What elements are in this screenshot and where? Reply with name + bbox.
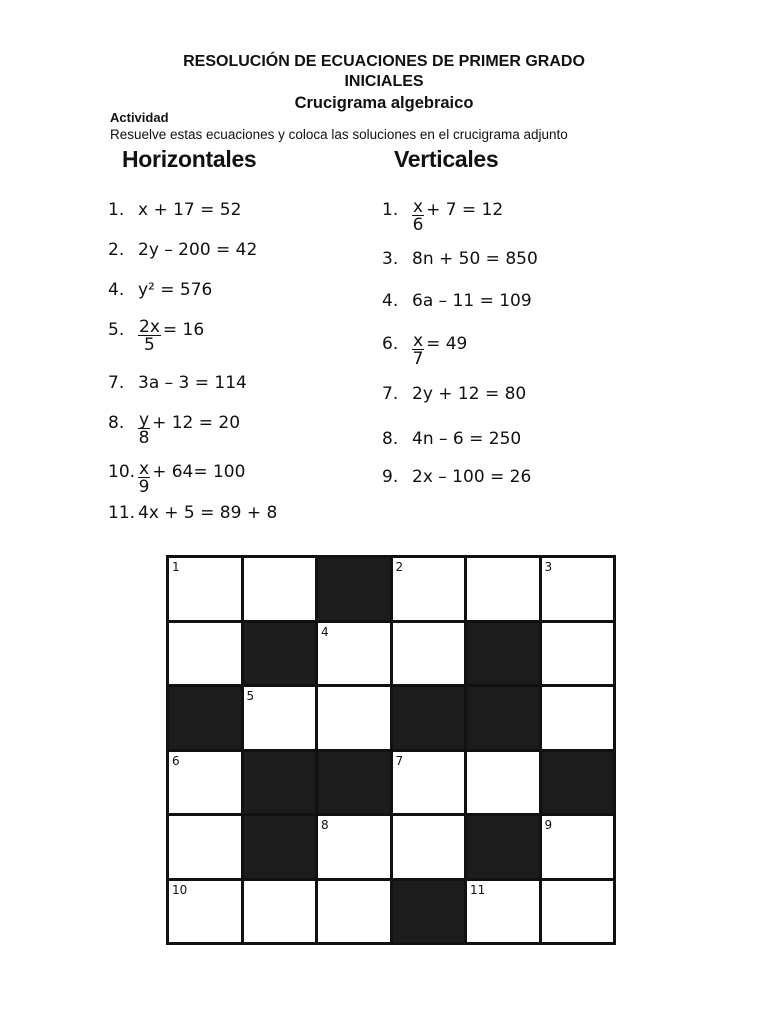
crossword-cell-number: 4: [321, 624, 329, 639]
clue-equation: 4x + 5 = 89 + 8: [138, 503, 278, 523]
clue-equation: 8n + 50 = 850: [412, 249, 538, 269]
horizontal-clue-7: [108, 373, 247, 393]
crossword-cell-number: 6: [172, 753, 180, 768]
clue-number: 2.: [108, 240, 125, 260]
fraction: [412, 197, 424, 235]
crossword-cell-number: 10: [172, 882, 188, 897]
clue-equation: + 12 = 20: [152, 413, 241, 433]
crossword-cell-number: 5: [246, 689, 255, 703]
clue-number: 7.: [108, 373, 125, 393]
clue-number: 8.: [108, 413, 125, 433]
clue-number: 8.: [382, 429, 399, 449]
clue-equation: 3a – 3 = 114: [138, 373, 247, 393]
crossword-cell-number: 2: [395, 560, 404, 574]
crossword-cell-number: 9: [544, 818, 553, 832]
clue-number: 11.: [108, 503, 136, 523]
crossword-black-cell: [169, 687, 241, 749]
crossword-black-cell: [467, 816, 539, 878]
crossword-black-cell: [244, 623, 316, 685]
crossword-cell-number: 1: [172, 560, 180, 574]
fraction-numerator: x: [413, 331, 424, 351]
vertical-clue-7: [382, 384, 526, 404]
clue-number: 3.: [382, 249, 399, 269]
vertical-clue-9: [382, 467, 531, 487]
clue-number: 4.: [108, 280, 125, 300]
horizontal-clue-4: [108, 280, 212, 300]
crossword-black-cell: [318, 558, 390, 620]
vertical-clue-6: [382, 331, 468, 369]
vertical-clue-4: [382, 291, 532, 311]
fraction-numerator: 2x: [139, 317, 160, 337]
horizontal-clue-10: [108, 459, 246, 497]
crossword-cell-number: 7: [395, 753, 404, 768]
clue-equation: + 64= 100: [152, 462, 246, 482]
crossword-cell-number: 11: [470, 882, 486, 897]
fraction-numerator: x: [413, 197, 424, 217]
crossword-black-cell: [467, 687, 539, 749]
crossword-cell[interactable]: [467, 881, 539, 943]
crossword-cell[interactable]: [169, 558, 241, 620]
crossword-cell[interactable]: [393, 558, 465, 620]
crossword-black-cell: [542, 752, 614, 814]
crossword-cell-number: 8: [321, 818, 329, 832]
crossword-cell[interactable]: [169, 623, 241, 685]
document-title-line2: INICIALES: [344, 73, 424, 90]
crossword-cell[interactable]: [169, 881, 241, 943]
document-title: RESOLUCIÓN DE ECUACIONES DE PRIMER GRADO: [183, 53, 585, 70]
horizontales-heading: Horizontales: [122, 146, 257, 172]
crossword-black-cell: [318, 752, 390, 814]
horizontal-clue-8: [108, 410, 241, 448]
fraction: [138, 459, 150, 497]
fraction: [138, 410, 150, 448]
crossword-black-cell: [467, 623, 539, 685]
crossword-cell[interactable]: [244, 558, 316, 620]
crossword-cell-number: 3: [544, 560, 553, 574]
crossword-grid: [166, 555, 616, 945]
crossword-cell[interactable]: [318, 881, 390, 943]
crossword-cell[interactable]: [318, 816, 390, 878]
crossword-cell[interactable]: [542, 687, 614, 749]
horizontal-clue-1: [108, 200, 241, 220]
fraction-denominator: 7: [412, 349, 424, 369]
clue-equation: x + 17 = 52: [138, 200, 242, 220]
fraction: [412, 331, 424, 369]
clue-number: 1.: [382, 200, 399, 220]
verticales-heading: Verticales: [394, 146, 499, 172]
clue-number: 4.: [382, 291, 399, 311]
horizontal-clue-11: [108, 503, 277, 523]
crossword-black-cell: [393, 687, 465, 749]
crossword-cell[interactable]: [542, 881, 614, 943]
crossword-black-cell: [393, 881, 465, 943]
activity-label: Actividad: [110, 110, 169, 125]
clue-number: 5.: [108, 320, 125, 340]
vertical-clue-1: [382, 197, 504, 235]
crossword-cell[interactable]: [318, 623, 390, 685]
instructions-text: Resuelve estas ecuaciones y coloca las soluciones en el crucigrama adjunto: [110, 127, 568, 142]
clue-equation: + 7 = 12: [426, 200, 504, 220]
crossword-cell[interactable]: [169, 816, 241, 878]
crossword-cell[interactable]: [169, 752, 241, 814]
clue-number: 1.: [108, 200, 125, 220]
crossword-cell[interactable]: [393, 752, 465, 814]
crossword-cell[interactable]: [244, 881, 316, 943]
crossword-cell[interactable]: [467, 558, 539, 620]
crossword-black-cell: [244, 816, 316, 878]
clue-equation: 2y + 12 = 80: [412, 384, 527, 404]
horizontal-clue-5: [108, 317, 205, 355]
vertical-clue-8: [382, 429, 521, 449]
clue-equation: 4n – 6 = 250: [412, 429, 522, 449]
fraction-numerator: y: [139, 410, 150, 430]
fraction-denominator: 9: [138, 477, 150, 497]
fraction-denominator: 6: [412, 215, 424, 235]
clue-equation: = 16: [162, 320, 205, 340]
crossword-cell[interactable]: [318, 687, 390, 749]
crossword-black-cell: [244, 752, 316, 814]
crossword-cell[interactable]: [393, 816, 465, 878]
crossword-cell[interactable]: [393, 623, 465, 685]
crossword-cell[interactable]: [542, 623, 614, 685]
fraction-numerator: x: [139, 459, 150, 479]
fraction-denominator: 8: [138, 428, 150, 448]
crossword-cell[interactable]: [467, 752, 539, 814]
horizontal-clue-2: [108, 240, 257, 260]
crossword-cell[interactable]: [244, 687, 316, 749]
clue-number: 9.: [382, 467, 399, 487]
crossword-cell[interactable]: [542, 558, 614, 620]
clue-equation: y² = 576: [138, 280, 213, 300]
vertical-clue-3: [382, 249, 538, 269]
clue-equation: 6a – 11 = 109: [412, 291, 532, 311]
crossword-cell[interactable]: [542, 816, 614, 878]
clue-equation: 2y – 200 = 42: [138, 240, 258, 260]
fraction-denominator: 5: [144, 335, 155, 355]
clue-equation: = 49: [426, 334, 468, 354]
clue-number: 10.: [108, 462, 136, 482]
clue-number: 7.: [382, 384, 399, 404]
document-subtitle: Crucigrama algebraico: [294, 94, 474, 112]
fraction: [138, 317, 161, 355]
clue-equation: 2x – 100 = 26: [412, 467, 532, 487]
clue-number: 6.: [382, 334, 399, 354]
